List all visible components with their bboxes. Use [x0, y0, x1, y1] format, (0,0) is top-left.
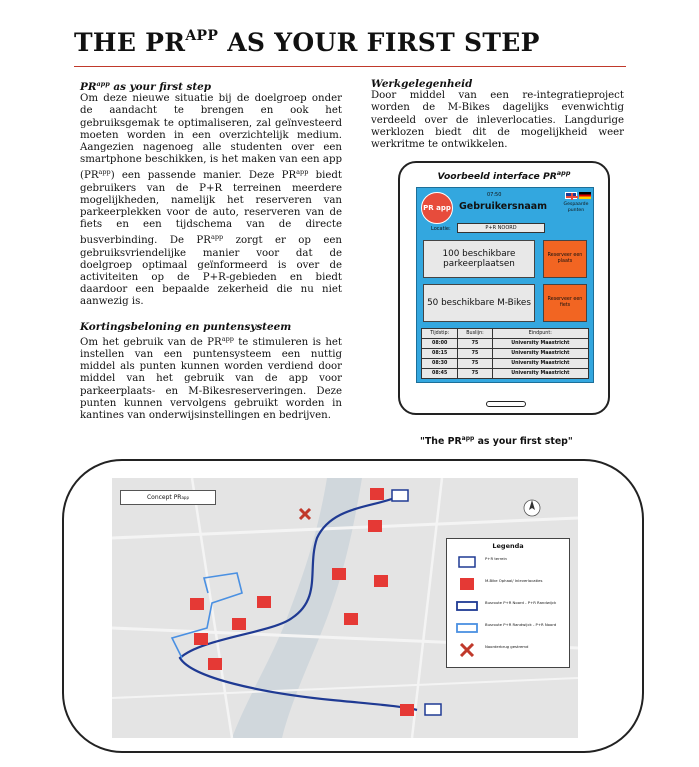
parking-availability: 100 beschikbare parkeerplaatsen — [423, 240, 535, 278]
points-label: Gespaarde punten — [563, 202, 589, 213]
page-title: THE $PR^{APP}$ AS YOUR FIRST STEP — [74, 28, 540, 57]
legend-item: Noorderbrug gestremd — [455, 643, 567, 661]
bike-location-icon — [400, 704, 414, 716]
light-route-icon — [455, 621, 479, 635]
table-cell: 75 — [458, 349, 492, 359]
table-cell: University Maastricht — [492, 349, 588, 359]
bike-location-icon — [344, 613, 358, 625]
right-column — [371, 78, 624, 163]
phone-subcaption: "The $PR^{app}$ as your first step" — [420, 435, 573, 447]
bike-location-icon — [374, 575, 388, 587]
table-row — [422, 339, 589, 349]
flag-uk-icon[interactable] — [565, 192, 577, 199]
flag-de-icon[interactable] — [579, 192, 591, 199]
legend-item: M-Bike Ophaal/ Inleverlocaties — [455, 577, 567, 595]
closed-x-icon — [455, 643, 479, 657]
table-row — [422, 369, 589, 379]
legend-item: P+R terrein — [455, 555, 567, 573]
table-cell: University Maastricht — [492, 339, 588, 349]
table-header: Buslijn: — [458, 329, 492, 339]
river — [232, 478, 362, 738]
phone-caption: Voorbeeld interface $PR^{app}$ — [437, 169, 571, 182]
table-cell: 08:45 — [422, 369, 458, 379]
legend-item: Busroute P+R Randwijck - P+R Noord — [455, 621, 567, 639]
section-heading-employment: Werkgelegenheid — [371, 78, 473, 90]
map-legend — [446, 538, 570, 668]
table-header: Eindpunt: — [492, 329, 588, 339]
bike-location-icon — [332, 568, 346, 580]
reserve-bike-button[interactable]: Reserveer een fiets — [543, 284, 587, 322]
username-label: Gebruikersnaam — [459, 201, 548, 212]
bike-location-icon — [370, 488, 384, 500]
road — [412, 478, 442, 738]
park-and-ride-icon — [455, 555, 479, 569]
reserve-parking-button[interactable]: Reserveer een plaats — [543, 240, 587, 278]
phone-mockup — [398, 161, 610, 415]
app-logo: PR app — [421, 192, 453, 224]
section-body-employment: Door middel van een re-integratieproject worden de M-Bikes dagelijks evenwichtig verdeeld over de inleverlocaties. Langdurige werklozen biedt dit de mogelijkheid weer werkritme te ontwikkelen. — [371, 90, 624, 151]
bridge-closed-icon — [300, 509, 310, 519]
park-and-ride-north-icon — [392, 490, 408, 501]
table-cell: 08:30 — [422, 359, 458, 369]
section-body-discount: Om het gebruik van de $PR^{app}$ te stimuleren is het instellen van een puntensysteem een nuttig middel als punten kunnen worden verdiend door middel van het gebruik van de app voor parkeerplaats- en M-Bikesreserveringen. Deze punten kunnen vervolgens gebruikt worden in kantines van onderwijsinstellingen en bedrijven. — [80, 334, 342, 422]
table-cell: 08:15 — [422, 349, 458, 359]
table-cell: 75 — [458, 339, 492, 349]
title-divider — [74, 66, 626, 67]
section-heading-discount: Kortingsbeloning en puntensysteem — [80, 320, 292, 333]
left-column — [80, 78, 342, 434]
table-cell: 75 — [458, 369, 492, 379]
status-time: 07:50 — [487, 192, 502, 198]
compass-icon — [524, 500, 540, 516]
legend-title: Legenda — [492, 542, 524, 550]
location-select[interactable]: P+R NOORD — [457, 223, 545, 233]
road — [112, 678, 578, 698]
table-cell: University Maastricht — [492, 359, 588, 369]
legend-item: Busroute P+R Noord - P+R Randwijck — [455, 599, 567, 617]
bike-location-icon — [208, 658, 222, 670]
location-label: Locatie: — [431, 226, 451, 232]
table-cell: University Maastricht — [492, 369, 588, 379]
bikes-availability: 50 beschikbare M-Bikes — [423, 284, 535, 322]
bike-location-icon — [194, 633, 208, 645]
app-screen — [416, 187, 594, 383]
park-and-ride-randwijck-icon — [425, 704, 441, 715]
dark-route-icon — [455, 599, 479, 613]
concept-label: Concept PR app — [120, 490, 216, 505]
section-heading-first-step: $PR^{app}$ as your first step — [80, 80, 212, 93]
table-cell: 75 — [458, 359, 492, 369]
concept-map — [112, 478, 578, 738]
bike-location-icon — [190, 598, 204, 610]
bike-icon — [455, 577, 479, 591]
bus-schedule-table — [421, 328, 589, 379]
section-body-first-step: Om deze nieuwe situatie bij de doelgroep onder de aandacht te brengen en ook het gebruiksgemak te optimaliseren, zal geïnvesteerd moeten worden in een overzichtelijk medium. Aangezien nagenoeg alle studenten over een smartphone beschikken, is het maken van een app $(PR^{app})$ een passende manier. Deze $PR^{app}$ biedt gebruikers van de P+R terreinen meerdere mogelijkheden, namelijk het reserveren van parkeerplekken voor de auto, reserveren van de fiets en een tijdschema van de directe busverbinding. De $PR^{app}$ zorgt er op een gebruiksvriendelijke manier voor dat de doelgroep optimaal geïnformeerd is over de activiteiten op de P+R-gebieden en biedt daardoor een bepaalde zekerheid die nu niet aanwezig is. — [80, 93, 342, 308]
table-header: Tijdstip: — [422, 329, 458, 339]
bike-location-icon — [232, 618, 246, 630]
phone-home-button — [486, 401, 526, 407]
table-row — [422, 359, 589, 369]
bike-location-icon — [368, 520, 382, 532]
table-row — [422, 349, 589, 359]
table-cell: 08:00 — [422, 339, 458, 349]
bike-location-icon — [257, 596, 271, 608]
table-header-row — [422, 329, 589, 339]
